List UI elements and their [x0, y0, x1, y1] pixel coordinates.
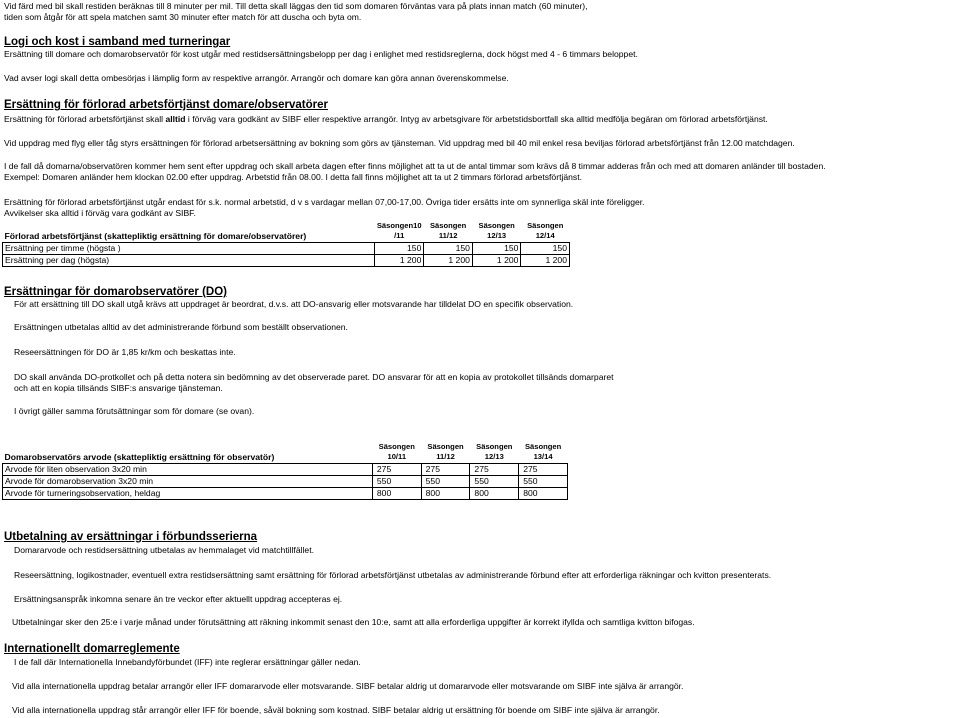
logi-paragraph-1: Ersättning till domare och domarobservatör för kost utgår med restidsersättningsbelopp per dag i enlighet med restidsreglerna, dock högst med 4 - 6 timmars beloppet. [4, 49, 638, 59]
header-top: Säsongen [429, 220, 467, 230]
row-value: 1 200 [521, 254, 570, 266]
utbetalning-paragraph-3: Ersättningsanspråk inkomna senare än tre veckor efter aktuellt uppdrag accepteras ej. [14, 594, 343, 604]
do-arvode-table-header [421, 441, 470, 463]
do-paragraph-4b: och att en kopia tillsänds SIBF:s ansvarige tjänsteman. [14, 383, 223, 393]
forlorad-paragraph-2: Vid uppdrag med flyg eller tåg styrs ersättningen för förlorad arbetsersättning av bokning som görs av tjänsteman. Vid uppdrag med bil 40 mil enkel resa beviljas förlorad arbetsförtjänst från 12.00 matchdagen. [4, 138, 795, 148]
table-row [3, 254, 570, 266]
forlorad-table-header [375, 220, 424, 242]
row-value: 550 [372, 475, 421, 487]
forlorad-p1-post: i förväg vara godkänt av SIBF eller respektive arrangör. Intyg av arbetsgivare för arbetstidsbortfall ska alltid medfölja begäran om förlorad arbetsförtjänst. [185, 114, 768, 124]
do-arvode-table [2, 441, 568, 500]
forlorad-paragraph-3a: I de fall då domarna/observatören kommer hem sent efter uppdrag och skall arbeta dagen efter finns möjlighet att ta ut de antal timmar som krävs då 8 timmar adderas från och med att domaren anländer till bostaden. [4, 161, 826, 171]
table-row [3, 487, 568, 499]
do-arvode-table-header [519, 441, 568, 463]
heading-utbetalning: Utbetalning av ersättningar i förbundsserierna [4, 531, 258, 543]
header-top: Säsongen10 [376, 220, 422, 230]
logi-paragraph-2: Vad avser logi skall detta ombesörjas i lämplig form av respektive arrangör. Arrangör och domare kan göra annan överenskommelse. [4, 73, 509, 83]
row-label: Arvode för liten observation 3x20 min [3, 463, 373, 475]
intl-paragraph-1: I de fall där Internationella Innebandyförbundet (IFF) inte reglerar ersättningar gäller nedan. [14, 657, 361, 667]
row-value: 550 [421, 475, 470, 487]
do-paragraph-5: I övrigt gäller samma förutsättningar som för domare (se ovan). [14, 406, 255, 416]
header-top: Säsongen [476, 441, 513, 451]
heading-forlorad: Ersättning för förlorad arbetsförtjänst domare/observatörer [4, 99, 328, 111]
do-arvode-table-header [470, 441, 519, 463]
heading-internationellt: Internationellt domarreglemente [4, 643, 180, 655]
header-top: Säsongen [524, 441, 562, 451]
forlorad-paragraph-4b: Avvikelser ska alltid i förväg vara godkänt av SIBF. [4, 208, 196, 218]
intro-line-1: Vid färd med bil skall restiden beräknas till 8 minuter per mil. Till detta skall läggas den tid som domaren förväntas vara på plats innan match (60 minuter), [4, 1, 588, 11]
row-value: 1 200 [424, 254, 473, 266]
row-value: 150 [472, 242, 521, 254]
row-label: Arvode för domarobservation 3x20 min [3, 475, 373, 487]
row-value: 1 200 [472, 254, 521, 266]
utbetalning-paragraph-1: Domararvode och restidsersättning utbetalas av hemmalaget vid matchtillfället. [14, 545, 314, 555]
row-value: 800 [421, 487, 470, 499]
header-bottom: 12/13 [487, 230, 507, 240]
header-top: Säsongen [527, 220, 564, 230]
row-value: 550 [470, 475, 519, 487]
table-row [3, 475, 568, 487]
row-label: Ersättning per timme (högsta ) [3, 242, 375, 254]
header-top: Säsongen [478, 220, 515, 230]
row-label: Ersättning per dag (högsta) [3, 254, 375, 266]
forlorad-table [2, 220, 570, 267]
utbetalning-paragraph-4: Utbetalningar sker den 25:e i varje månad under förutsättning att räkning inkommit senast den 10:e, samt att alla erforderliga uppgifter är korrekt ifyllda och samtliga kvitton bifogas. [12, 617, 695, 627]
header-bottom: 11/12 [436, 451, 455, 461]
row-value: 800 [519, 487, 568, 499]
row-value: 275 [372, 463, 421, 475]
row-value: 275 [470, 463, 519, 475]
header-bottom: /11 [394, 230, 405, 240]
utbetalning-paragraph-2: Reseersättning, logikostnader, eventuell extra restidsersättning samt ersättning för förlorad arbetsförtjänst utbetalas av administrerande förbund efter att erforderliga räkningar och kvitton presenterats. [14, 570, 772, 580]
forlorad-paragraph-4a: Ersättning för förlorad arbetsförtjänst utgår endast för s.k. normal arbetstid, d v s vardagar mellan 07,00-17,00. Övriga tider ersätts inte om synnerliga skäl inte föreligger. [4, 197, 645, 207]
forlorad-paragraph-3b: Exempel: Domaren anländer hem klockan 02.00 efter uppdrag. Arbetstid från 08.00. I detta fall finns möjlighet att ta ut 2 timmars förlorad arbetsförtjänst. [4, 172, 582, 182]
header-top: Säsongen [378, 441, 415, 451]
row-value: 550 [519, 475, 568, 487]
intl-paragraph-2: Vid alla internationella uppdrag betalar arrangör eller IFF domararvode eller motsvarande. SIBF betalar aldrig ut domararvode eller motsvarande om SIBF inte själva är arrangör. [12, 681, 684, 691]
forlorad-table-header [521, 220, 570, 242]
do-paragraph-1: För att ersättning till DO skall utgå krävs att uppdraget är beordrat, d.v.s. att DO-ansvarig eller motsvarande har tilldelat DO en specifik observation. [14, 299, 574, 309]
row-value: 275 [421, 463, 470, 475]
row-value: 800 [470, 487, 519, 499]
header-top: Säsongen [427, 441, 464, 451]
row-value: 800 [372, 487, 421, 499]
forlorad-paragraph-1 [4, 114, 768, 125]
forlorad-p1-bold: alltid [165, 114, 186, 124]
row-value: 1 200 [375, 254, 424, 266]
forlorad-table-header [424, 220, 473, 242]
intl-paragraph-3: Vid alla internationella uppdrag står arrangör eller IFF för boende, såväl bokning som kostnad. SIBF betalar aldrig ut ersättning för boende om SIBF inte själva är arrangör. [12, 705, 660, 715]
forlorad-table-title: Förlorad arbetsförtjänst (skattepliktig ersättning för domare/observatörer) [4, 230, 307, 241]
do-paragraph-4a: DO skall använda DO-protkollet och på detta notera sin bedömning av det observerade paret. DO ansvarar för att en kopia av protokollet tillsänds domarparet [14, 372, 614, 382]
header-bottom: 10/11 [387, 451, 407, 461]
header-bottom: 11/12 [438, 230, 458, 240]
forlorad-table-header [472, 220, 521, 242]
table-row [3, 463, 568, 475]
heading-logi: Logi och kost i samband med turneringar [4, 36, 231, 48]
do-paragraph-3: Reseersättningen för DO är 1,85 kr/km och beskattas inte. [14, 347, 236, 357]
table-row [3, 242, 570, 254]
row-value: 150 [424, 242, 473, 254]
do-arvode-table-header [372, 441, 421, 463]
header-bottom: 12/13 [484, 451, 504, 461]
do-arvode-table-title: Domarobservatörs arvode (skattepliktig ersättning för observatör) [3, 441, 373, 463]
intro-line-2: tiden som åtgår för att spela matchen samt 30 minuter efter match för att duscha och byta om. [4, 12, 362, 22]
row-value: 150 [375, 242, 424, 254]
forlorad-p1-pre: Ersättning för förlorad arbetsförtjänst skall [4, 114, 166, 124]
do-paragraph-2: Ersättningen utbetalas alltid av det administrerande förbund som beställt observationen. [14, 322, 348, 332]
header-bottom: 12/14 [535, 230, 555, 240]
header-bottom: 13/14 [533, 451, 553, 461]
heading-do: Ersättningar för domarobservatörer (DO) [4, 286, 228, 298]
row-label: Arvode för turneringsobservation, heldag [3, 487, 373, 499]
row-value: 275 [519, 463, 568, 475]
row-value: 150 [521, 242, 570, 254]
